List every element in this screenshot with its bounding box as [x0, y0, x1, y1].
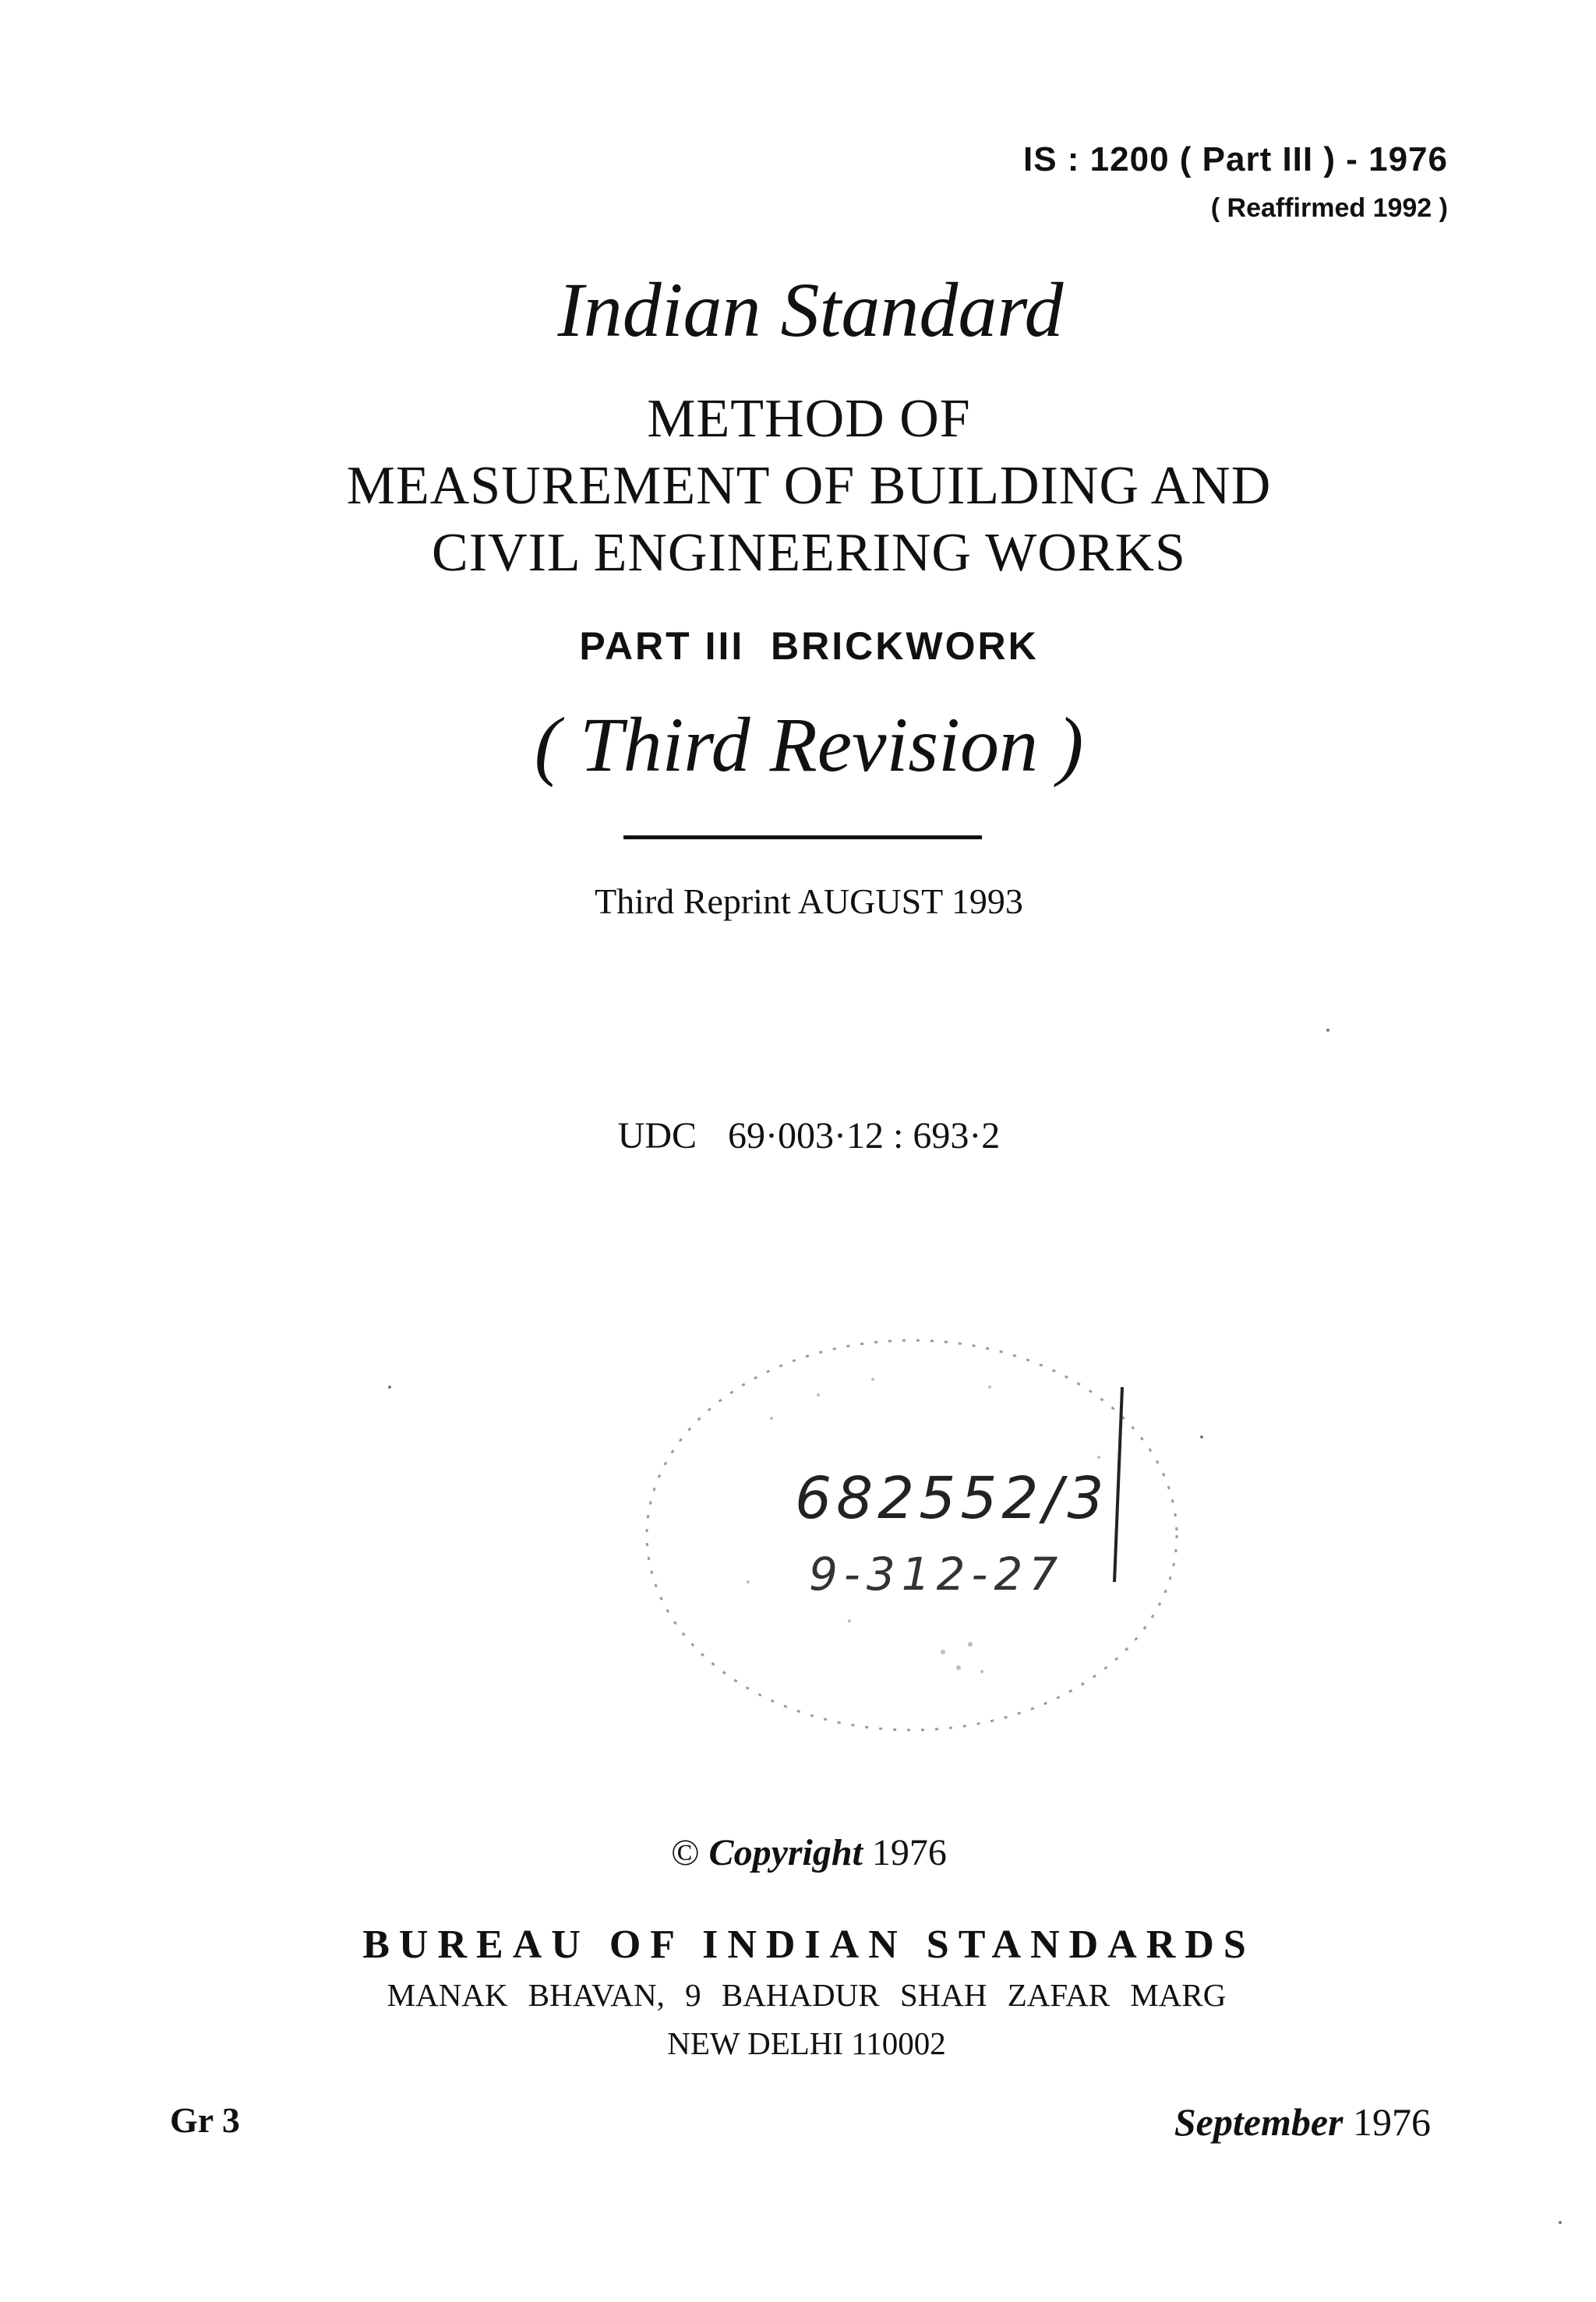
scan-speck [1326, 1029, 1329, 1032]
stamp-secondary-number: 9-312-27 [809, 1548, 1065, 1601]
reprint-note: Third Reprint AUGUST 1993 [595, 881, 1023, 921]
handwritten-stroke [1114, 1387, 1122, 1582]
udc-label: UDC [617, 1115, 697, 1156]
part-heading: PART III BRICKWORK [579, 624, 1039, 668]
title-line-2: MEASUREMENT OF BUILDING AND [346, 456, 1272, 516]
stamp-accession-number: 682552/3 [795, 1465, 1109, 1532]
title-line-3: CIVIL ENGINEERING WORKS [432, 523, 1186, 583]
stamp-outline [647, 1340, 1177, 1730]
copyright-line [0, 1831, 1596, 1874]
publisher-address-line-1: MANAK BHAVAN, 9 BAHADUR SHAH ZAFAR MARG [387, 1977, 1227, 2013]
document-subtitle: Indian Standard [557, 267, 1064, 353]
copyright-symbol: © [671, 1832, 700, 1873]
publication-year: 1976 [1353, 2100, 1431, 2144]
scan-speck [1200, 1435, 1203, 1439]
reaffirmed-note: ( Reaffirmed 1992 ) [1210, 193, 1448, 223]
copyright-year: 1976 [871, 1832, 947, 1873]
publication-date [1174, 2099, 1431, 2145]
scan-speck [1559, 2221, 1562, 2224]
scan-speck [388, 1386, 391, 1389]
title-line-1: METHOD OF [647, 389, 971, 449]
library-stamp [616, 1325, 1223, 1761]
publisher-name: BUREAU OF INDIAN STANDARDS [362, 1922, 1255, 1967]
standard-code: IS : 1200 ( Part III ) - 1976 [1022, 140, 1448, 178]
udc-value: 69·003·12 : 693·2 [728, 1115, 1001, 1156]
revision-label: ( Third Revision ) [534, 701, 1084, 788]
publication-month: September [1174, 2100, 1344, 2144]
publisher-address-line-2: NEW DELHI 110002 [667, 2025, 946, 2061]
udc-classification [0, 1114, 1596, 1157]
copyright-word: Copyright [708, 1832, 863, 1873]
price-group: Gr 3 [170, 2100, 240, 2140]
divider-rule [623, 835, 982, 839]
